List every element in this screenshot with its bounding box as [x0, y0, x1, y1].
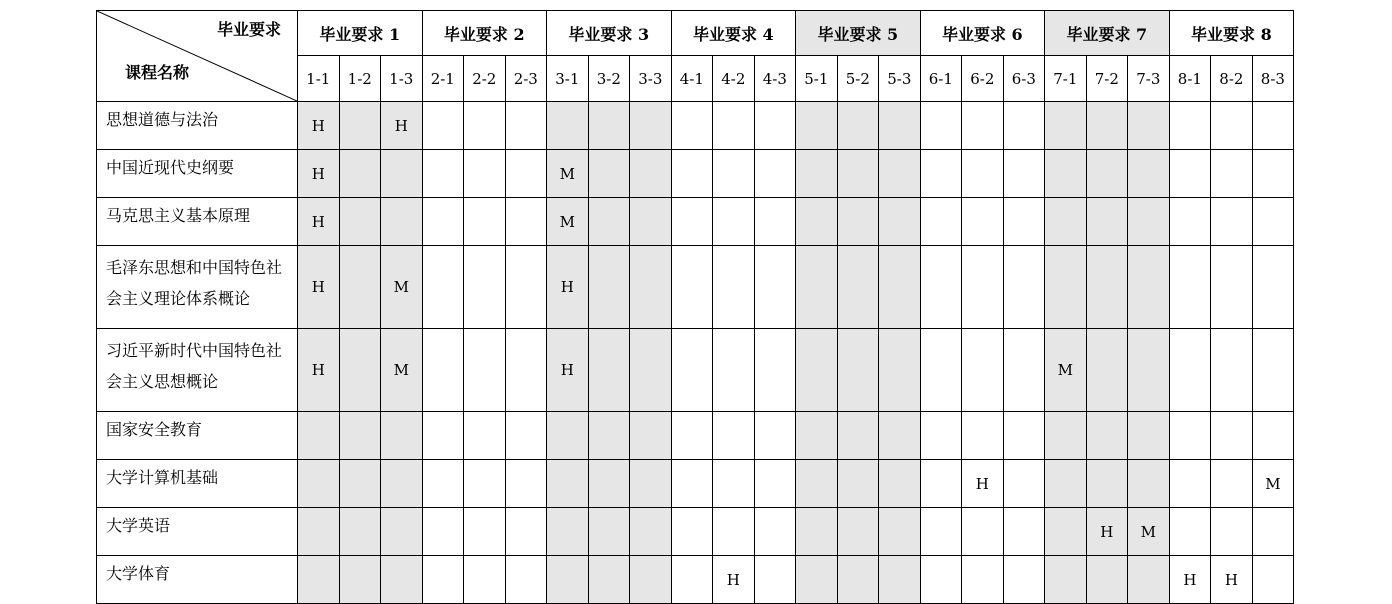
course-row: [97, 102, 1294, 150]
support-level-cell: [422, 102, 464, 150]
indicator-header: 8-3: [1252, 56, 1294, 102]
support-level-cell: [1003, 412, 1045, 460]
support-level-cell: [630, 329, 672, 412]
support-level-cell: H: [381, 102, 423, 150]
indicator-header: 7-3: [1128, 56, 1170, 102]
support-level-cell: [547, 556, 589, 604]
support-level-cell: [1003, 329, 1045, 412]
support-level-cell: [339, 460, 381, 508]
support-level-cell: [464, 198, 506, 246]
support-level-cell: [1252, 556, 1294, 604]
support-level-cell: [962, 102, 1004, 150]
support-level-cell: [630, 508, 672, 556]
support-level-cell: [713, 460, 755, 508]
support-level-cell: [837, 198, 879, 246]
support-level-cell: [588, 460, 630, 508]
indicator-header: 4-2: [713, 56, 755, 102]
requirement-header: 毕业要求 6: [920, 11, 1045, 56]
support-level-cell: [1086, 329, 1128, 412]
support-level-cell: [962, 508, 1004, 556]
support-level-cell: [1003, 460, 1045, 508]
support-level-cell: H: [1211, 556, 1253, 604]
support-level-cell: [1003, 150, 1045, 198]
support-level-cell: [1045, 102, 1087, 150]
support-level-cell: [588, 102, 630, 150]
support-level-cell: [879, 198, 921, 246]
support-level-cell: [754, 150, 796, 198]
support-level-cell: [837, 102, 879, 150]
support-level-cell: [671, 198, 713, 246]
support-level-cell: [298, 556, 340, 604]
requirement-header: 毕业要求 8: [1169, 11, 1294, 56]
support-level-cell: [754, 102, 796, 150]
support-level-cell: [1128, 102, 1170, 150]
support-level-cell: H: [547, 329, 589, 412]
course-row: [97, 460, 1294, 508]
support-level-cell: [920, 329, 962, 412]
indicator-header: 5-2: [837, 56, 879, 102]
support-level-cell: [422, 150, 464, 198]
support-level-cell: [754, 329, 796, 412]
support-level-cell: H: [298, 102, 340, 150]
support-level-cell: [837, 412, 879, 460]
support-level-cell: H: [298, 150, 340, 198]
support-level-cell: [796, 246, 838, 329]
support-level-cell: [588, 246, 630, 329]
support-level-cell: [671, 150, 713, 198]
support-level-cell: [962, 329, 1004, 412]
support-level-cell: [796, 102, 838, 150]
support-level-cell: [547, 508, 589, 556]
support-level-cell: [796, 150, 838, 198]
support-level-cell: [1128, 412, 1170, 460]
support-level-cell: [920, 508, 962, 556]
support-level-cell: [920, 556, 962, 604]
indicator-header: 1-1: [298, 56, 340, 102]
course-row: [97, 556, 1294, 604]
support-level-cell: [1169, 198, 1211, 246]
support-level-cell: [920, 150, 962, 198]
support-level-cell: [837, 508, 879, 556]
support-level-cell: [505, 412, 547, 460]
support-level-cell: [464, 246, 506, 329]
course-name: 习近平新时代中国特色社会主义思想概论: [97, 329, 298, 412]
support-level-cell: [1252, 198, 1294, 246]
course-name: 大学计算机基础: [97, 460, 298, 508]
support-level-cell: [1045, 508, 1087, 556]
support-level-cell: [879, 102, 921, 150]
support-level-cell: [422, 412, 464, 460]
support-level-cell: [671, 246, 713, 329]
support-level-cell: [422, 556, 464, 604]
course-row: [97, 508, 1294, 556]
support-level-cell: [671, 102, 713, 150]
indicator-header: 6-3: [1003, 56, 1045, 102]
requirement-header: 毕业要求 7: [1045, 11, 1170, 56]
support-level-cell: [920, 246, 962, 329]
support-level-cell: H: [962, 460, 1004, 508]
requirement-header: 毕业要求 5: [796, 11, 921, 56]
support-level-cell: [1211, 460, 1253, 508]
support-level-cell: [1211, 412, 1253, 460]
support-level-cell: [630, 412, 672, 460]
support-level-cell: [1086, 556, 1128, 604]
support-level-cell: [1252, 102, 1294, 150]
support-level-cell: [588, 198, 630, 246]
support-level-cell: [879, 329, 921, 412]
support-level-cell: [1211, 329, 1253, 412]
support-level-cell: [1169, 412, 1211, 460]
support-level-cell: [464, 556, 506, 604]
indicator-header: 4-1: [671, 56, 713, 102]
support-level-cell: [1045, 556, 1087, 604]
support-level-cell: [671, 508, 713, 556]
support-level-cell: [1045, 460, 1087, 508]
support-level-cell: [339, 412, 381, 460]
support-level-cell: [339, 198, 381, 246]
support-level-cell: [1045, 150, 1087, 198]
support-level-cell: [879, 412, 921, 460]
support-level-cell: [588, 508, 630, 556]
support-level-cell: [422, 246, 464, 329]
support-level-cell: [422, 508, 464, 556]
support-level-cell: [1086, 102, 1128, 150]
support-level-cell: [547, 460, 589, 508]
support-level-cell: [671, 556, 713, 604]
corner-cell: [97, 11, 298, 102]
support-level-cell: [630, 460, 672, 508]
support-level-cell: [1086, 150, 1128, 198]
indicator-header: 3-1: [547, 56, 589, 102]
support-level-cell: [1169, 508, 1211, 556]
corner-requirement-label: 毕业要求: [216, 20, 281, 39]
indicator-header: 1-2: [339, 56, 381, 102]
support-level-cell: [1128, 329, 1170, 412]
support-level-cell: [1252, 246, 1294, 329]
support-level-cell: [630, 102, 672, 150]
support-level-cell: [505, 460, 547, 508]
indicator-header: 4-3: [754, 56, 796, 102]
support-level-cell: [464, 150, 506, 198]
indicator-header: 5-1: [796, 56, 838, 102]
indicator-header: 8-1: [1169, 56, 1211, 102]
support-level-cell: [422, 329, 464, 412]
support-level-cell: [1086, 198, 1128, 246]
indicator-header: 6-1: [920, 56, 962, 102]
support-level-cell: [339, 508, 381, 556]
support-level-cell: [713, 508, 755, 556]
indicator-header: 8-2: [1211, 56, 1253, 102]
course-name: 马克思主义基本原理: [97, 198, 298, 246]
course-row: [97, 329, 1294, 412]
support-level-cell: [381, 198, 423, 246]
support-level-cell: [713, 198, 755, 246]
support-level-cell: [1128, 460, 1170, 508]
course-name: 大学英语: [97, 508, 298, 556]
support-level-cell: [381, 412, 423, 460]
support-level-cell: [713, 102, 755, 150]
support-level-cell: [505, 198, 547, 246]
support-level-cell: [1169, 460, 1211, 508]
support-level-cell: [713, 329, 755, 412]
support-level-cell: [713, 246, 755, 329]
support-level-cell: [298, 508, 340, 556]
course-row: [97, 246, 1294, 329]
support-level-cell: [796, 198, 838, 246]
indicator-header: 7-2: [1086, 56, 1128, 102]
support-level-cell: [464, 329, 506, 412]
support-level-cell: [713, 150, 755, 198]
course-name: 思想道德与法治: [97, 102, 298, 150]
support-level-cell: [1003, 556, 1045, 604]
indicator-header: 2-1: [422, 56, 464, 102]
support-level-cell: [339, 329, 381, 412]
support-level-cell: [381, 460, 423, 508]
support-level-cell: [1252, 508, 1294, 556]
support-level-cell: M: [381, 246, 423, 329]
support-level-cell: [1169, 329, 1211, 412]
support-level-cell: H: [547, 246, 589, 329]
support-level-cell: [1252, 150, 1294, 198]
indicator-header: 5-3: [879, 56, 921, 102]
support-level-cell: [1045, 246, 1087, 329]
support-level-cell: [837, 329, 879, 412]
support-level-cell: [1211, 150, 1253, 198]
support-level-cell: [754, 556, 796, 604]
support-level-cell: [1045, 198, 1087, 246]
support-level-cell: [754, 508, 796, 556]
support-level-cell: [1211, 246, 1253, 329]
support-level-cell: [588, 329, 630, 412]
support-level-cell: [630, 246, 672, 329]
support-level-cell: [1128, 246, 1170, 329]
support-level-cell: M: [1252, 460, 1294, 508]
support-level-cell: M: [547, 198, 589, 246]
support-level-cell: [1128, 198, 1170, 246]
support-level-cell: [1003, 102, 1045, 150]
support-level-cell: [464, 102, 506, 150]
support-level-cell: [962, 198, 1004, 246]
support-level-cell: H: [298, 329, 340, 412]
indicator-header: 1-3: [381, 56, 423, 102]
support-level-cell: [754, 198, 796, 246]
support-level-cell: [505, 246, 547, 329]
course-name: 国家安全教育: [97, 412, 298, 460]
support-level-cell: [796, 329, 838, 412]
support-level-cell: H: [298, 246, 340, 329]
support-level-cell: M: [381, 329, 423, 412]
support-level-cell: [422, 460, 464, 508]
support-level-cell: [339, 150, 381, 198]
course-row: [97, 412, 1294, 460]
support-level-cell: H: [1169, 556, 1211, 604]
course-requirement-matrix: [96, 10, 1294, 604]
requirement-header: 毕业要求 4: [671, 11, 796, 56]
support-level-cell: [464, 412, 506, 460]
support-level-cell: [505, 556, 547, 604]
course-row: [97, 198, 1294, 246]
support-level-cell: [339, 102, 381, 150]
support-level-cell: [1086, 460, 1128, 508]
indicator-header: 2-2: [464, 56, 506, 102]
course-row: [97, 150, 1294, 198]
support-level-cell: [1086, 412, 1128, 460]
support-level-cell: [381, 508, 423, 556]
support-level-cell: [1211, 102, 1253, 150]
support-level-cell: [298, 412, 340, 460]
support-level-cell: [796, 508, 838, 556]
support-level-cell: [505, 102, 547, 150]
support-level-cell: [381, 556, 423, 604]
support-level-cell: [837, 150, 879, 198]
support-level-cell: M: [1128, 508, 1170, 556]
support-level-cell: [1211, 508, 1253, 556]
support-level-cell: [837, 246, 879, 329]
course-name: 毛泽东思想和中国特色社会主义理论体系概论: [97, 246, 298, 329]
support-level-cell: [879, 508, 921, 556]
support-level-cell: [879, 150, 921, 198]
support-level-cell: [962, 412, 1004, 460]
support-level-cell: [671, 460, 713, 508]
requirement-header-row: [97, 11, 1294, 56]
support-level-cell: [754, 460, 796, 508]
course-name: 大学体育: [97, 556, 298, 604]
support-level-cell: [962, 556, 1004, 604]
support-level-cell: M: [547, 150, 589, 198]
support-level-cell: [962, 246, 1004, 329]
support-level-cell: [1003, 246, 1045, 329]
support-level-cell: [796, 412, 838, 460]
support-level-cell: [381, 150, 423, 198]
support-level-cell: [1003, 198, 1045, 246]
support-level-cell: [837, 460, 879, 508]
support-level-cell: [464, 508, 506, 556]
support-level-cell: [1211, 198, 1253, 246]
support-level-cell: [1128, 556, 1170, 604]
support-level-cell: [547, 412, 589, 460]
support-level-cell: [630, 150, 672, 198]
support-level-cell: [879, 246, 921, 329]
indicator-header: 3-2: [588, 56, 630, 102]
support-level-cell: [505, 329, 547, 412]
support-level-cell: [1169, 150, 1211, 198]
support-level-cell: [339, 556, 381, 604]
support-level-cell: M: [1045, 329, 1087, 412]
support-level-cell: [547, 102, 589, 150]
support-level-cell: [1045, 412, 1087, 460]
corner-course-label: 课程名称: [125, 63, 190, 82]
support-level-cell: [754, 246, 796, 329]
support-level-cell: [1169, 246, 1211, 329]
course-name: 中国近现代史纲要: [97, 150, 298, 198]
support-level-cell: H: [1086, 508, 1128, 556]
indicator-header: 2-3: [505, 56, 547, 102]
support-level-cell: [671, 412, 713, 460]
matrix-body: [97, 102, 1294, 604]
support-level-cell: [1086, 246, 1128, 329]
support-level-cell: [837, 556, 879, 604]
support-level-cell: [754, 412, 796, 460]
support-level-cell: [464, 460, 506, 508]
support-level-cell: [1128, 150, 1170, 198]
support-level-cell: [920, 460, 962, 508]
indicator-header: 6-2: [962, 56, 1004, 102]
indicator-header: 3-3: [630, 56, 672, 102]
support-level-cell: [920, 198, 962, 246]
support-level-cell: H: [713, 556, 755, 604]
support-level-cell: [505, 150, 547, 198]
support-level-cell: [588, 150, 630, 198]
support-level-cell: [713, 412, 755, 460]
indicator-header: 7-1: [1045, 56, 1087, 102]
support-level-cell: [1003, 508, 1045, 556]
requirement-header: 毕业要求 2: [422, 11, 547, 56]
support-level-cell: [920, 412, 962, 460]
support-level-cell: [796, 556, 838, 604]
requirement-header: 毕业要求 3: [547, 11, 672, 56]
support-level-cell: [796, 460, 838, 508]
support-level-cell: [1252, 329, 1294, 412]
support-level-cell: [630, 198, 672, 246]
support-level-cell: [505, 508, 547, 556]
support-level-cell: [588, 556, 630, 604]
support-level-cell: [630, 556, 672, 604]
support-level-cell: [920, 102, 962, 150]
support-level-cell: [339, 246, 381, 329]
requirement-header: 毕业要求 1: [298, 11, 423, 56]
support-level-cell: [879, 460, 921, 508]
support-level-cell: [1169, 102, 1211, 150]
support-level-cell: [671, 329, 713, 412]
support-level-cell: [962, 150, 1004, 198]
support-level-cell: [422, 198, 464, 246]
support-level-cell: [298, 460, 340, 508]
support-level-cell: H: [298, 198, 340, 246]
support-level-cell: [588, 412, 630, 460]
support-level-cell: [1252, 412, 1294, 460]
support-level-cell: [879, 556, 921, 604]
